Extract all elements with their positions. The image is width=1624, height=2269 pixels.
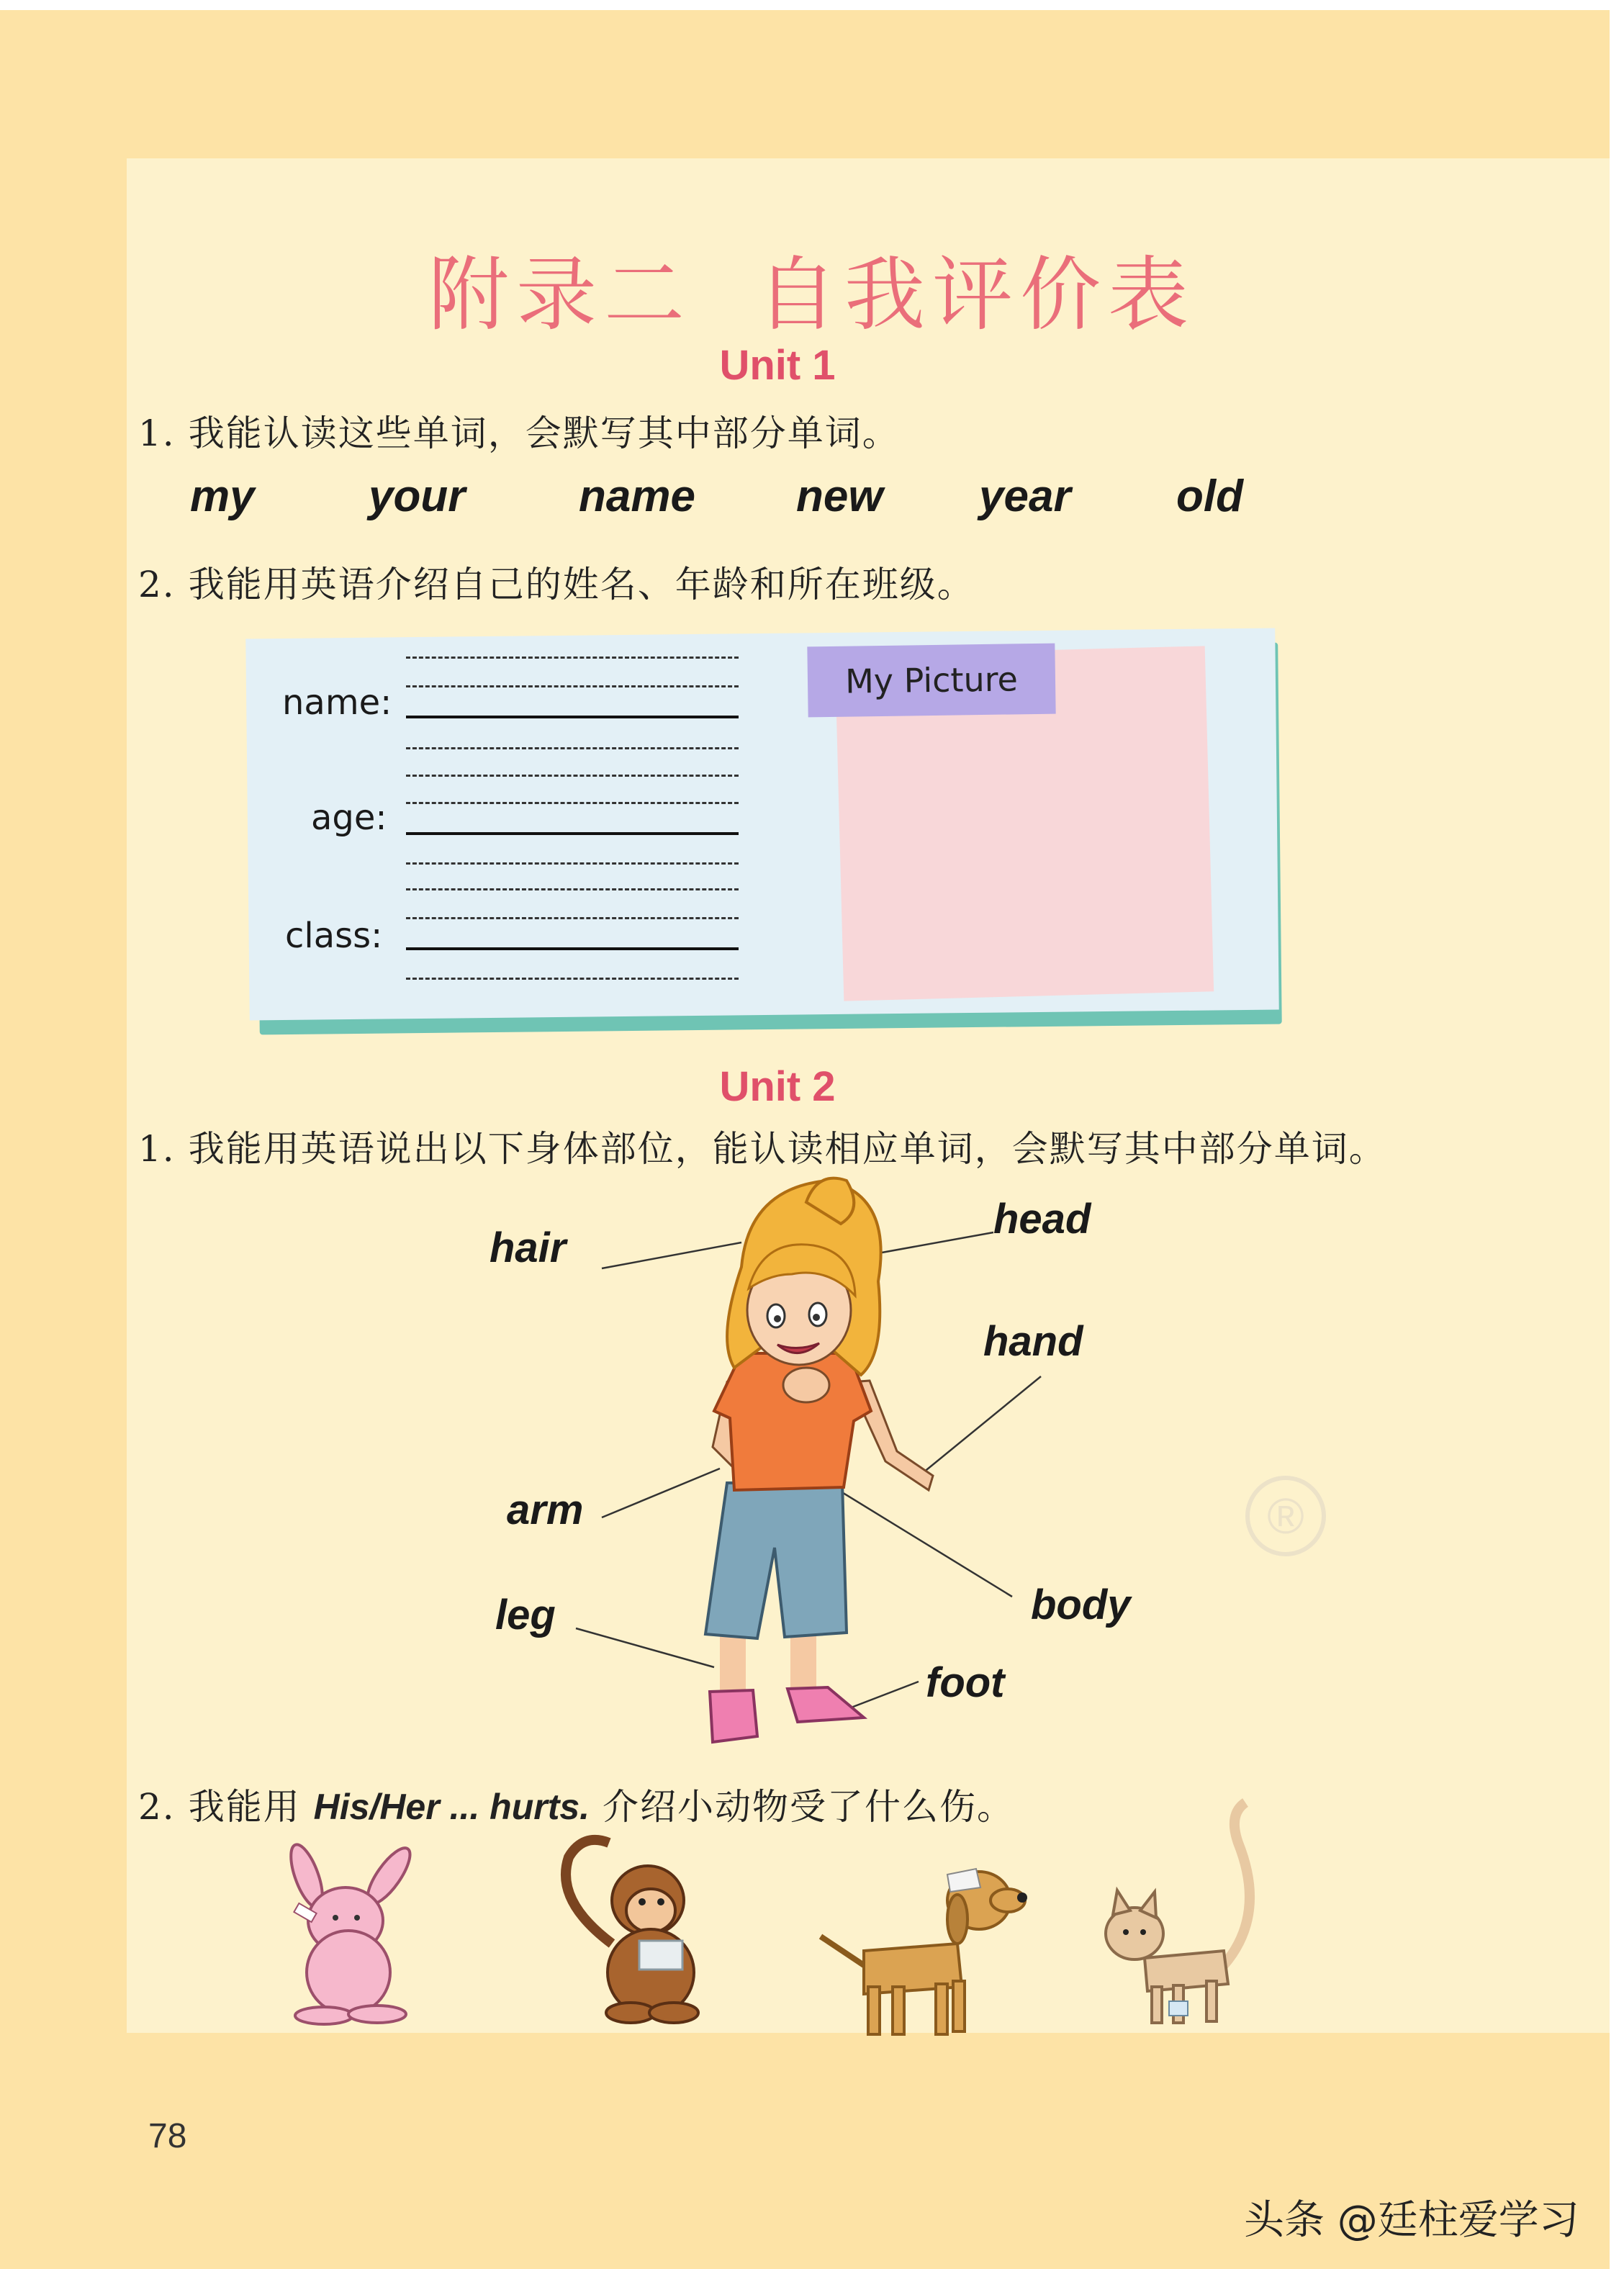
unit2-heading: Unit 2 — [719, 1063, 836, 1110]
name-label: name: — [282, 682, 392, 723]
class-label: class: — [285, 916, 383, 956]
title-part-1: 附录二 — [428, 248, 692, 342]
registered-mark: ® — [1245, 1476, 1326, 1556]
unit1-heading: Unit 1 — [719, 342, 836, 389]
item-text: 我能认读这些单词，会默写其中部分单词。 — [188, 412, 900, 454]
item-number: 2. — [138, 1786, 176, 1828]
vocab-word-year: year — [979, 472, 1071, 521]
credit-watermark: 头条 @廷柱爱学习 — [1244, 2197, 1579, 2244]
item-text-pre: 我能用 — [188, 1786, 301, 1828]
item-phrase: His/Her ... hurts. — [313, 1787, 590, 1827]
monkey-icon — [566, 1840, 698, 2023]
item-text-post: 介绍小动物受了什么伤。 — [602, 1786, 1014, 1828]
vocab-word-name: name — [579, 472, 695, 521]
dog-icon — [821, 1869, 1027, 2034]
item-number: 1. — [138, 1128, 176, 1170]
age-label: age: — [311, 798, 387, 838]
label-hair: hair — [490, 1224, 567, 1271]
page-number: 78 — [148, 2117, 187, 2155]
vocab-word-old: old — [1176, 472, 1243, 521]
label-head: head — [993, 1196, 1091, 1242]
rabbit-icon — [284, 1841, 417, 2024]
label-foot: foot — [926, 1659, 1005, 1706]
vocab-word-new: new — [796, 472, 883, 521]
label-hand: hand — [983, 1318, 1083, 1365]
cat-icon — [1106, 1803, 1250, 2023]
item-text: 我能用英语介绍自己的姓名、年龄和所在班级。 — [188, 564, 975, 605]
vocab-word-my: my — [190, 472, 255, 521]
title-part-2: 自我评价表 — [757, 248, 1196, 342]
item-number: 1. — [138, 412, 176, 454]
item-number: 2. — [138, 564, 176, 605]
label-leg: leg — [495, 1592, 556, 1638]
item-text: 我能用英语说出以下身体部位，能认读相应单词，会默写其中部分单词。 — [188, 1128, 1386, 1170]
picture-label: My Picture — [807, 644, 1055, 718]
label-arm: arm — [507, 1487, 584, 1533]
label-body: body — [1031, 1582, 1131, 1628]
vocab-word-your: your — [369, 472, 466, 521]
